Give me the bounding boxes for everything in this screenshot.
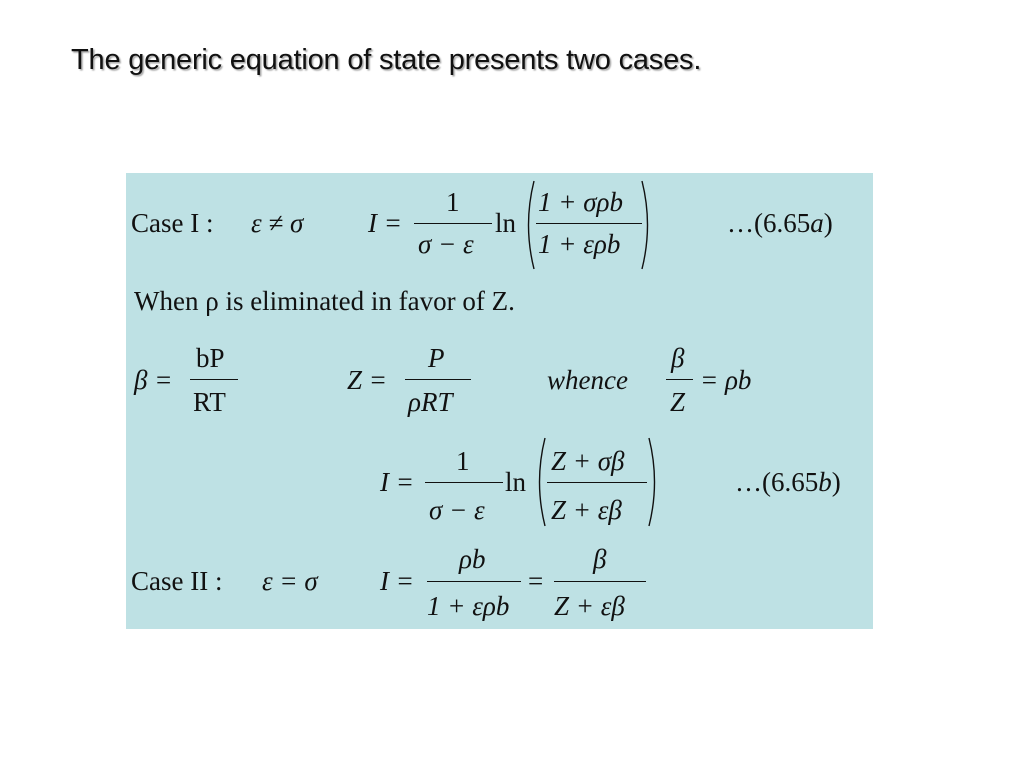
case1-condition: ε ≠ σ — [251, 208, 304, 238]
case1-arg-denominator: 1 + ερb — [538, 229, 621, 259]
case1-label: Case I : — [131, 208, 214, 238]
case1b-ln: ln — [505, 467, 527, 497]
case1b-equation-number: …(6.65b) — [735, 467, 841, 497]
case1-coef-fraction-bar — [414, 223, 492, 224]
case1-lhs: I = — [368, 208, 402, 238]
case1b-coef-denominator: σ − ε — [429, 495, 485, 525]
ratio-numerator: β — [671, 343, 685, 373]
case1b-arg-numerator: Z + σβ — [551, 446, 625, 476]
case2-frac1-fraction-bar — [427, 581, 521, 582]
beta-definition-denominator: RT — [193, 387, 226, 417]
case1-equation-number: …(6.65a) — [727, 208, 833, 238]
beta-definition-fraction-bar — [190, 379, 238, 380]
case1-coef-numerator: 1 — [446, 187, 460, 217]
elimination-text: When ρ is eliminated in favor of Z. — [134, 286, 515, 316]
ratio-fraction-bar — [666, 379, 693, 380]
case1-ln: ln — [495, 208, 517, 238]
case1-coef-denominator: σ − ε — [418, 229, 474, 259]
case1-right-paren — [640, 180, 654, 270]
case1b-arg-fraction-bar — [547, 482, 647, 483]
case1b-coef-fraction-bar — [425, 482, 503, 483]
z-definition-lhs: Z = — [347, 365, 387, 395]
case1b-coef-numerator: 1 — [456, 446, 470, 476]
z-definition-fraction-bar — [405, 379, 471, 380]
case2-condition: ε = σ — [262, 566, 318, 596]
case1b-left-paren — [533, 437, 547, 527]
case2-frac2-fraction-bar — [554, 581, 646, 582]
case1-arg-fraction-bar — [536, 223, 642, 224]
ratio-denominator: Z — [670, 387, 686, 417]
case1b-arg-denominator: Z + εβ — [551, 495, 622, 525]
case2-equals: = — [528, 566, 544, 596]
z-definition-denominator: ρRT — [408, 387, 453, 417]
case1-left-paren — [522, 180, 536, 270]
z-definition-numerator: P — [428, 343, 445, 373]
case1-arg-numerator: 1 + σρb — [538, 187, 623, 217]
case2-frac1-denominator: 1 + ερb — [427, 591, 510, 621]
case2-frac1-numerator: ρb — [459, 544, 486, 574]
equation-box — [126, 173, 873, 629]
slide-title: The generic equation of state presents two cases. — [71, 44, 702, 76]
case2-frac2-denominator: Z + εβ — [554, 591, 625, 621]
case1b-right-paren — [647, 437, 661, 527]
case2-lhs: I = — [380, 566, 414, 596]
beta-definition-lhs: β = — [134, 365, 173, 395]
case2-frac2-numerator: β — [593, 544, 607, 574]
ratio-rhs: = ρb — [700, 365, 752, 395]
beta-definition-numerator: bP — [196, 343, 225, 373]
whence-label: whence — [547, 365, 628, 395]
case1b-lhs: I = — [380, 467, 414, 497]
case2-label: Case II : — [131, 566, 223, 596]
